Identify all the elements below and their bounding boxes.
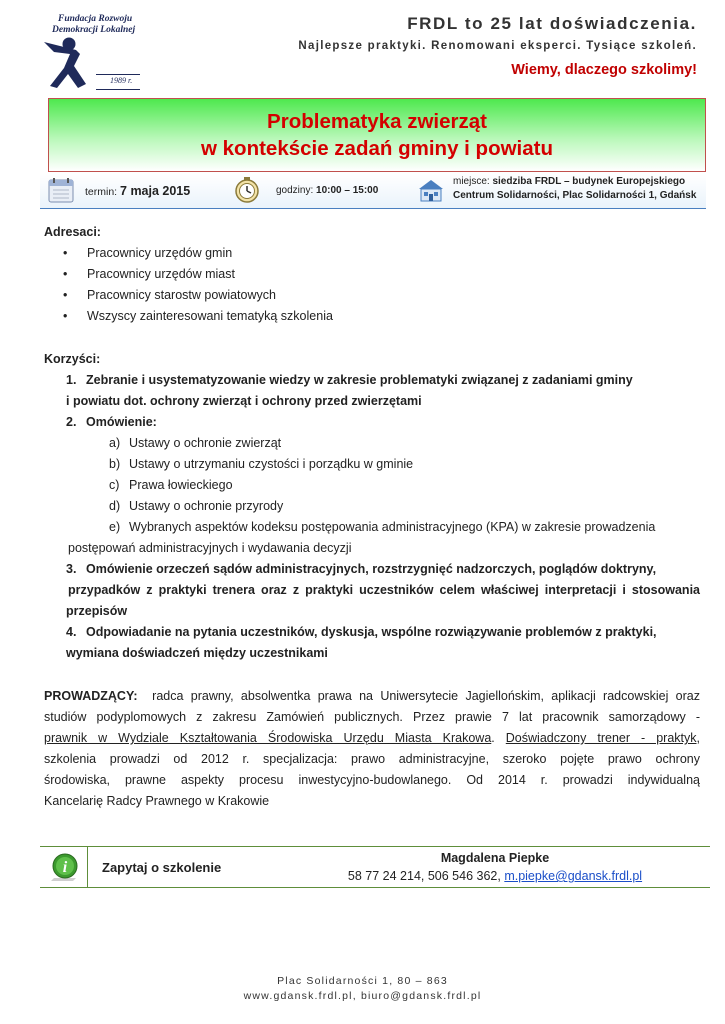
trainer-text-1: radca prawny, absolwentka prawa na Uniwersytecie Jagiellońskim, aplikacji radcowskiej oraz (152, 689, 700, 703)
contact-details (300, 867, 690, 885)
sub-text: Prawa łowieckiego (129, 478, 233, 492)
sub-letter: c) (109, 478, 120, 492)
benefit-1-number: 1. (66, 373, 77, 387)
venue-field (453, 175, 696, 203)
sub-letter: b) (109, 457, 121, 471)
sub-item-e-line2: postępowań administracyjnych i wydawania decyzji (68, 541, 352, 555)
benefit-3-line3: przepisów (66, 604, 128, 618)
frdl-logo (30, 14, 142, 92)
venue-label: miejsce: (453, 176, 490, 187)
course-title-box (48, 98, 706, 172)
building-icon (416, 175, 446, 205)
page-footer (0, 974, 725, 1004)
trainer-line6: Kancelarię Radcy Prawnego w Krakowie (44, 794, 270, 808)
contact-name: Magdalena Piepke (440, 851, 550, 865)
benefit-3-line2: przypadków z praktyki trenera oraz z praktyki uczestników celem właściwej interpretacji i stosowania (68, 583, 700, 597)
trainer-experience: Doświadczony trener - praktyk (505, 731, 697, 745)
term-label: termin: (85, 186, 118, 198)
benefit-4-line2: wymiana doświadczeń między uczestnikami (66, 646, 328, 660)
list-item: • Pracownicy urzędów miast (44, 264, 700, 285)
benefit-2-text: Omówienie: (86, 415, 157, 429)
benefit-1-line2: i powiatu dot. ochrony zwierząt i ochrony przed zwierzętami (66, 394, 422, 408)
sub-item-b (44, 454, 700, 475)
list-item: • Pracownicy starostw powiatowych (44, 285, 700, 306)
benefit-2 (44, 412, 700, 433)
list-item: • Wszyscy zainteresowani tematyką szkolenia (44, 306, 700, 327)
sub-item-e-line1 (44, 517, 700, 538)
benefit-3-number: 3. (66, 562, 77, 576)
tagline-motto: Wiemy, dlaczego szkolimy! (511, 62, 697, 78)
benefit-4-text: Odpowiadanie na pytania uczestników, dyskusja, wspólne rozwiązywanie problemów z praktyki, (86, 625, 657, 639)
trainer-label: PROWADZĄCY: (44, 689, 138, 703)
trainer-workplace: prawnik w Wydziale Kształtowania Środowiska Urzędu Miasta Krakowa (44, 731, 492, 745)
sub-letter: d) (109, 499, 121, 513)
contact-phones: 58 77 24 214, 506 546 362, (347, 869, 501, 883)
benefits-heading: Korzyści: (44, 352, 101, 366)
course-description (44, 222, 700, 812)
venue-line1 (453, 175, 696, 189)
term-value: 7 maja 2015 (120, 184, 191, 198)
venue-value-line2: Centrum Solidarności, Plac Solidarności 1, Gdańsk (453, 190, 697, 201)
spacer (44, 327, 700, 349)
sub-text: Ustawy o utrzymaniu czystości i porządku w gminie (129, 457, 414, 471)
ask-about-course-link[interactable]: Zapytaj o szkolenie (102, 860, 222, 875)
trainer-line1 (44, 686, 700, 707)
course-info-row (40, 174, 706, 209)
clock-icon (232, 175, 262, 205)
logo-name-line2: Demokracji Lokalnej (52, 25, 136, 35)
list-item: • Pracownicy urzędów gmin (44, 243, 700, 264)
logo-name-line1: Fundacja Rozwoju (58, 14, 133, 24)
benefit-2-number: 2. (66, 415, 77, 429)
benefit-4-number: 4. (66, 625, 77, 639)
benefit-1-line1 (44, 370, 700, 391)
audience-heading: Adresaci: (44, 225, 101, 239)
benefit-1-text: Zebranie i usystematyzowanie wiedzy w zakresie problematyki związanej z zadaniami gminy (86, 373, 633, 387)
benefit-4-line1 (44, 622, 700, 643)
contact-email-link[interactable]: m.piepke@gdansk.frdl.pl (504, 869, 643, 883)
hours-field (276, 185, 378, 196)
trainer-sep: . (491, 731, 506, 745)
trainer-line3 (44, 728, 700, 749)
logo-rule-bottom (96, 89, 140, 90)
hours-value: 10:00 – 15:00 (316, 185, 379, 196)
contact-person (300, 849, 690, 885)
sub-item-a (44, 433, 700, 454)
sub-letter: a) (109, 436, 121, 450)
tagline-experience: FRDL to 25 lat doświadczenia. (407, 14, 697, 33)
term-field (85, 184, 190, 198)
contact-divider-bottom (40, 887, 710, 888)
course-title-line1: Problematyka zwierząt (267, 110, 487, 133)
trainer-comma: , (696, 731, 701, 745)
hours-label: godziny: (276, 185, 314, 196)
sub-item-d (44, 496, 700, 517)
trainer-line2: studiów podyplomowych z zakresu Zamówień publicznych. Przez prawie 7 lat pracownik samorządowy - (44, 710, 700, 724)
tagline-practices: Najlepsze praktyki. Renomowani eksperci. Tysiące szkoleń. (298, 40, 697, 52)
trainer-line5: środowiska, prawne aspekty procesu inwestycyjno-budowlanego. Od 2014 r. prowadzi indywidualną (44, 773, 700, 787)
svg-text:i: i (62, 859, 68, 876)
spacer (44, 664, 700, 686)
trainer-line4: szkolenia prowadzi od 2012 r. specjalizacja: prawo administracyjne, szeroko pojęte prawo ochrony (44, 752, 700, 766)
footer-address: Plac Solidarności 1, 80 – 863 (277, 975, 448, 987)
walking-figure-icon (40, 36, 90, 90)
contact-box (40, 846, 710, 886)
benefit-3-text: Omówienie orzeczeń sądów administracyjnych, rozstrzygnięć nadzorczych, poglądów doktryny, (86, 562, 657, 576)
course-title-line2: w kontekście zadań gminy i powiatu (201, 137, 553, 160)
audience-list (44, 243, 700, 327)
logo-year: 1989 r. (110, 76, 133, 85)
logo-rule (96, 74, 140, 75)
calendar-icon (46, 175, 76, 205)
benefit-3-line1 (44, 559, 700, 580)
sub-text: Ustawy o ochronie zwierząt (129, 436, 282, 450)
sub-text: Ustawy o ochronie przyrody (129, 499, 284, 513)
info-icon (50, 851, 80, 881)
venue-value-line1: siedziba FRDL – budynek Europejskiego (492, 176, 686, 187)
sub-item-c (44, 475, 700, 496)
footer-web: www.gdansk.frdl.pl, biuro@gdansk.frdl.pl (243, 990, 482, 1002)
sub-letter: e) (109, 520, 121, 534)
sub-text: Wybranych aspektów kodeksu postępowania administracyjnego (KPA) w zakresie prowadzenia (129, 520, 656, 534)
